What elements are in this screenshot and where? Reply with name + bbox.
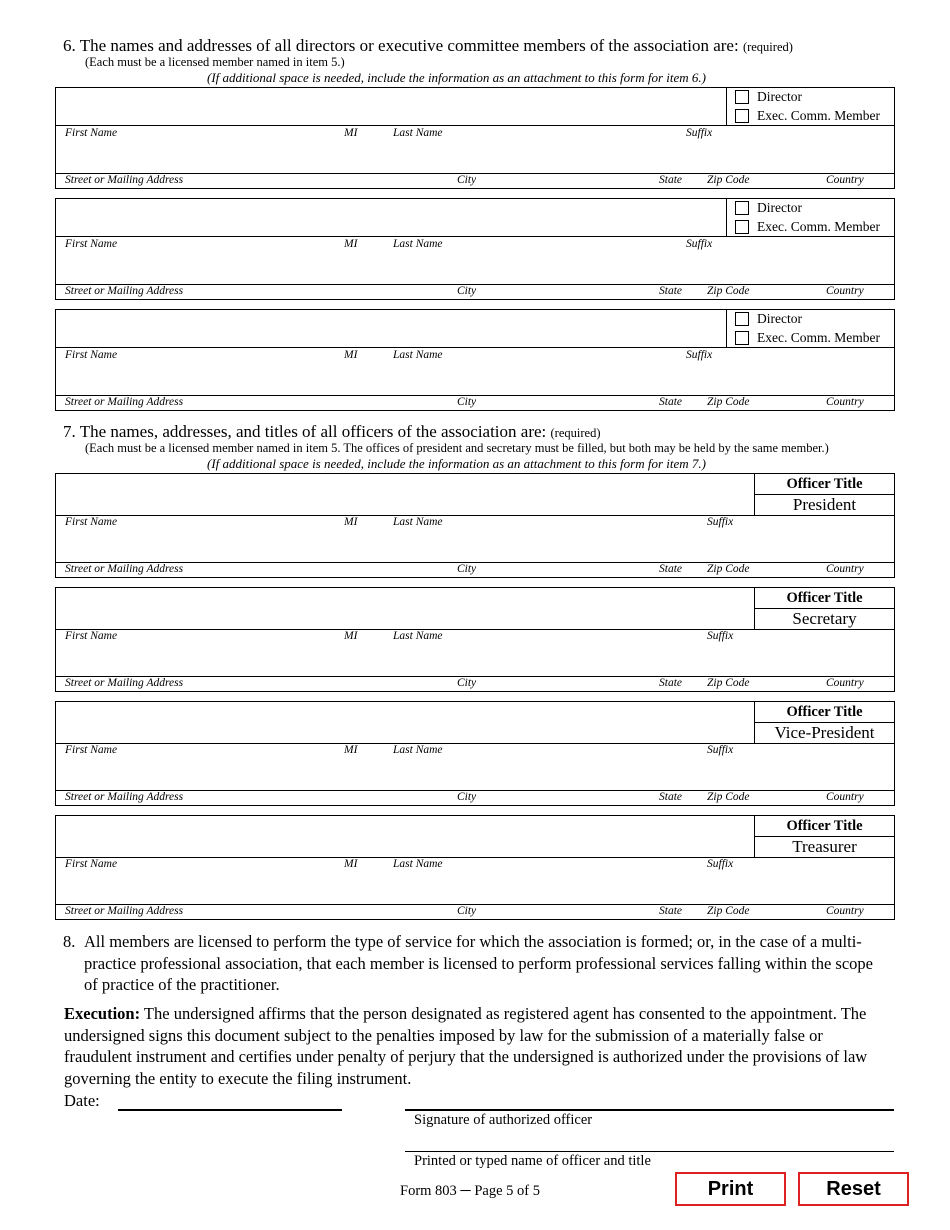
execution-text: The undersigned affirms that the person designated as registered agent has consented to the appointment. The undersigned signs this document subject to the penalties imposed by law for the submission of a materially false or fraudulent instrument and certifies under penalty of perjury that the undersigned is authorized under the provisions of law governing the entity to execute the filing instrument. bbox=[64, 1004, 868, 1088]
zip-label: Zip Code bbox=[707, 285, 750, 297]
director-3-address-field[interactable] bbox=[56, 362, 894, 395]
street-label: Street or Mailing Address bbox=[65, 396, 184, 408]
execution-paragraph bbox=[64, 1003, 884, 1089]
first-name-label: First Name bbox=[65, 127, 118, 139]
director-1-role-options bbox=[726, 88, 894, 126]
officer-3-title: Vice-President bbox=[774, 723, 875, 742]
city-label: City bbox=[457, 174, 477, 186]
section-6-required: (required) bbox=[742, 40, 793, 54]
date-line[interactable] bbox=[118, 1109, 342, 1111]
country-label: Country bbox=[826, 396, 864, 408]
last-name-label: Last Name bbox=[393, 630, 443, 642]
last-name-label: Last Name bbox=[393, 516, 443, 528]
director-3-role-options bbox=[726, 310, 894, 348]
director-1-exec-checkbox[interactable] bbox=[735, 109, 749, 123]
zip-label: Zip Code bbox=[707, 174, 750, 186]
street-label: Street or Mailing Address bbox=[65, 174, 184, 186]
officer-title-header: Officer Title bbox=[755, 588, 894, 609]
officer-2-name-field[interactable] bbox=[56, 588, 754, 629]
last-name-label: Last Name bbox=[393, 858, 443, 870]
city-label: City bbox=[457, 563, 477, 575]
section-6-note: (Each must be a licensed member named in item 5.) bbox=[85, 55, 345, 69]
director-1-name-field[interactable] bbox=[56, 88, 728, 125]
director-2-name-field[interactable] bbox=[56, 199, 728, 236]
execution-heading: Execution: bbox=[64, 1004, 141, 1023]
suffix-label: Suffix bbox=[686, 349, 713, 361]
street-label: Street or Mailing Address bbox=[65, 563, 184, 575]
officer-block-1 bbox=[55, 473, 895, 578]
zip-label: Zip Code bbox=[707, 677, 750, 689]
director-checkbox-label: Director bbox=[757, 89, 802, 104]
section-7-title: The names, addresses, and titles of all officers of the association are: bbox=[79, 422, 547, 441]
suffix-label: Suffix bbox=[707, 630, 734, 642]
country-label: Country bbox=[826, 677, 864, 689]
director-3-director-checkbox[interactable] bbox=[735, 312, 749, 326]
officer-3-name-field[interactable] bbox=[56, 702, 754, 743]
section-6-number: 6. bbox=[63, 36, 76, 55]
zip-label: Zip Code bbox=[707, 396, 750, 408]
officer-1-title: President bbox=[792, 495, 857, 514]
country-label: Country bbox=[826, 905, 864, 917]
street-label: Street or Mailing Address bbox=[65, 905, 184, 917]
section-7-required: (required) bbox=[550, 426, 601, 440]
section-7-heading bbox=[63, 422, 601, 442]
zip-label: Zip Code bbox=[707, 563, 750, 575]
director-2-exec-checkbox[interactable] bbox=[735, 220, 749, 234]
country-label: Country bbox=[826, 563, 864, 575]
section-6-heading bbox=[63, 36, 793, 56]
last-name-label: Last Name bbox=[393, 238, 443, 250]
printed-name-line[interactable] bbox=[405, 1151, 894, 1152]
officer-block-4 bbox=[55, 815, 895, 920]
director-3-exec-checkbox[interactable] bbox=[735, 331, 749, 345]
suffix-label: Suffix bbox=[707, 516, 734, 528]
exec-checkbox-label: Exec. Comm. Member bbox=[757, 330, 880, 345]
last-name-label: Last Name bbox=[393, 349, 443, 361]
state-label: State bbox=[659, 791, 682, 803]
director-block-3 bbox=[55, 309, 895, 411]
officer-block-3 bbox=[55, 701, 895, 806]
state-label: State bbox=[659, 563, 682, 575]
director-2-role-options bbox=[726, 199, 894, 237]
officer-3-title-box bbox=[754, 702, 894, 744]
director-2-address-field[interactable] bbox=[56, 251, 894, 284]
officer-4-address-field[interactable] bbox=[56, 872, 894, 904]
director-checkbox-label: Director bbox=[757, 311, 802, 326]
director-3-name-field[interactable] bbox=[56, 310, 728, 347]
officer-title-header: Officer Title bbox=[755, 702, 894, 723]
zip-label: Zip Code bbox=[707, 905, 750, 917]
country-label: Country bbox=[826, 174, 864, 186]
first-name-label: First Name bbox=[65, 858, 118, 870]
country-label: Country bbox=[826, 791, 864, 803]
signature-line[interactable] bbox=[405, 1109, 894, 1111]
section-6-attachment-note: (If additional space is needed, include the information as an attachment to this form for item 6.) bbox=[207, 70, 706, 85]
mi-label: MI bbox=[344, 238, 358, 250]
section-7-note: (Each must be a licensed member named in item 5. The offices of president and secretary must be filled, but both may be held by the same member.) bbox=[85, 441, 829, 455]
reset-button[interactable]: Reset bbox=[798, 1172, 909, 1206]
suffix-label: Suffix bbox=[686, 238, 713, 250]
director-block-2 bbox=[55, 198, 895, 300]
state-label: State bbox=[659, 905, 682, 917]
mi-label: MI bbox=[344, 858, 358, 870]
country-label: Country bbox=[826, 285, 864, 297]
street-label: Street or Mailing Address bbox=[65, 285, 184, 297]
officer-3-address-field[interactable] bbox=[56, 758, 894, 790]
officer-1-title-box bbox=[754, 474, 894, 516]
mi-label: MI bbox=[344, 516, 358, 528]
officer-2-title: Secretary bbox=[792, 609, 857, 628]
suffix-label: Suffix bbox=[686, 127, 713, 139]
director-block-1 bbox=[55, 87, 895, 189]
first-name-label: First Name bbox=[65, 516, 118, 528]
officer-2-address-field[interactable] bbox=[56, 644, 894, 676]
state-label: State bbox=[659, 677, 682, 689]
mi-label: MI bbox=[344, 349, 358, 361]
mi-label: MI bbox=[344, 127, 358, 139]
exec-checkbox-label: Exec. Comm. Member bbox=[757, 108, 880, 123]
mi-label: MI bbox=[344, 744, 358, 756]
suffix-label: Suffix bbox=[707, 744, 734, 756]
street-label: Street or Mailing Address bbox=[65, 677, 184, 689]
exec-checkbox-label: Exec. Comm. Member bbox=[757, 219, 880, 234]
officer-1-name-field[interactable] bbox=[56, 474, 754, 515]
last-name-label: Last Name bbox=[393, 127, 443, 139]
section-7-number: 7. bbox=[63, 422, 76, 441]
officer-4-title-box bbox=[754, 816, 894, 858]
print-button[interactable]: Print bbox=[675, 1172, 786, 1206]
officer-title-header: Officer Title bbox=[755, 816, 894, 837]
last-name-label: Last Name bbox=[393, 744, 443, 756]
date-label: Date: bbox=[64, 1091, 100, 1110]
state-label: State bbox=[659, 396, 682, 408]
officer-1-address-field[interactable] bbox=[56, 530, 894, 562]
zip-label: Zip Code bbox=[707, 791, 750, 803]
city-label: City bbox=[457, 285, 477, 297]
officer-block-2 bbox=[55, 587, 895, 692]
city-label: City bbox=[457, 677, 477, 689]
officer-title-header: Officer Title bbox=[755, 474, 894, 495]
first-name-label: First Name bbox=[65, 630, 118, 642]
director-1-address-field[interactable] bbox=[56, 140, 894, 173]
director-1-director-checkbox[interactable] bbox=[735, 90, 749, 104]
mi-label: MI bbox=[344, 630, 358, 642]
director-2-director-checkbox[interactable] bbox=[735, 201, 749, 215]
director-checkbox-label: Director bbox=[757, 200, 802, 215]
state-label: State bbox=[659, 285, 682, 297]
street-label: Street or Mailing Address bbox=[65, 791, 184, 803]
city-label: City bbox=[457, 791, 477, 803]
state-label: State bbox=[659, 174, 682, 186]
first-name-label: First Name bbox=[65, 744, 118, 756]
suffix-label: Suffix bbox=[707, 858, 734, 870]
officer-4-title: Treasurer bbox=[792, 837, 857, 856]
officer-2-title-box bbox=[754, 588, 894, 630]
signature-label: Signature of authorized officer bbox=[414, 1112, 593, 1128]
section-8-number: 8. bbox=[63, 932, 76, 951]
printed-name-label: Printed or typed name of officer and title bbox=[414, 1153, 651, 1169]
officer-4-name-field[interactable] bbox=[56, 816, 754, 857]
first-name-label: First Name bbox=[65, 349, 118, 361]
section-8-text: All members are licensed to perform the type of service for which the association is formed; or, in the case of a multi-practice professional association, that each member is licensed to perform professional services falling within the scope of practice of the practitioner. bbox=[84, 932, 873, 994]
city-label: City bbox=[457, 905, 477, 917]
section-6-title: The names and addresses of all directors or executive committee members of the association are: bbox=[79, 36, 739, 55]
city-label: City bbox=[457, 396, 477, 408]
section-7-attachment-note: (If additional space is needed, include the information as an attachment to this form for item 7.) bbox=[207, 456, 706, 471]
first-name-label: First Name bbox=[65, 238, 118, 250]
form-page-number: Form 803 ─ Page 5 of 5 bbox=[400, 1183, 540, 1199]
